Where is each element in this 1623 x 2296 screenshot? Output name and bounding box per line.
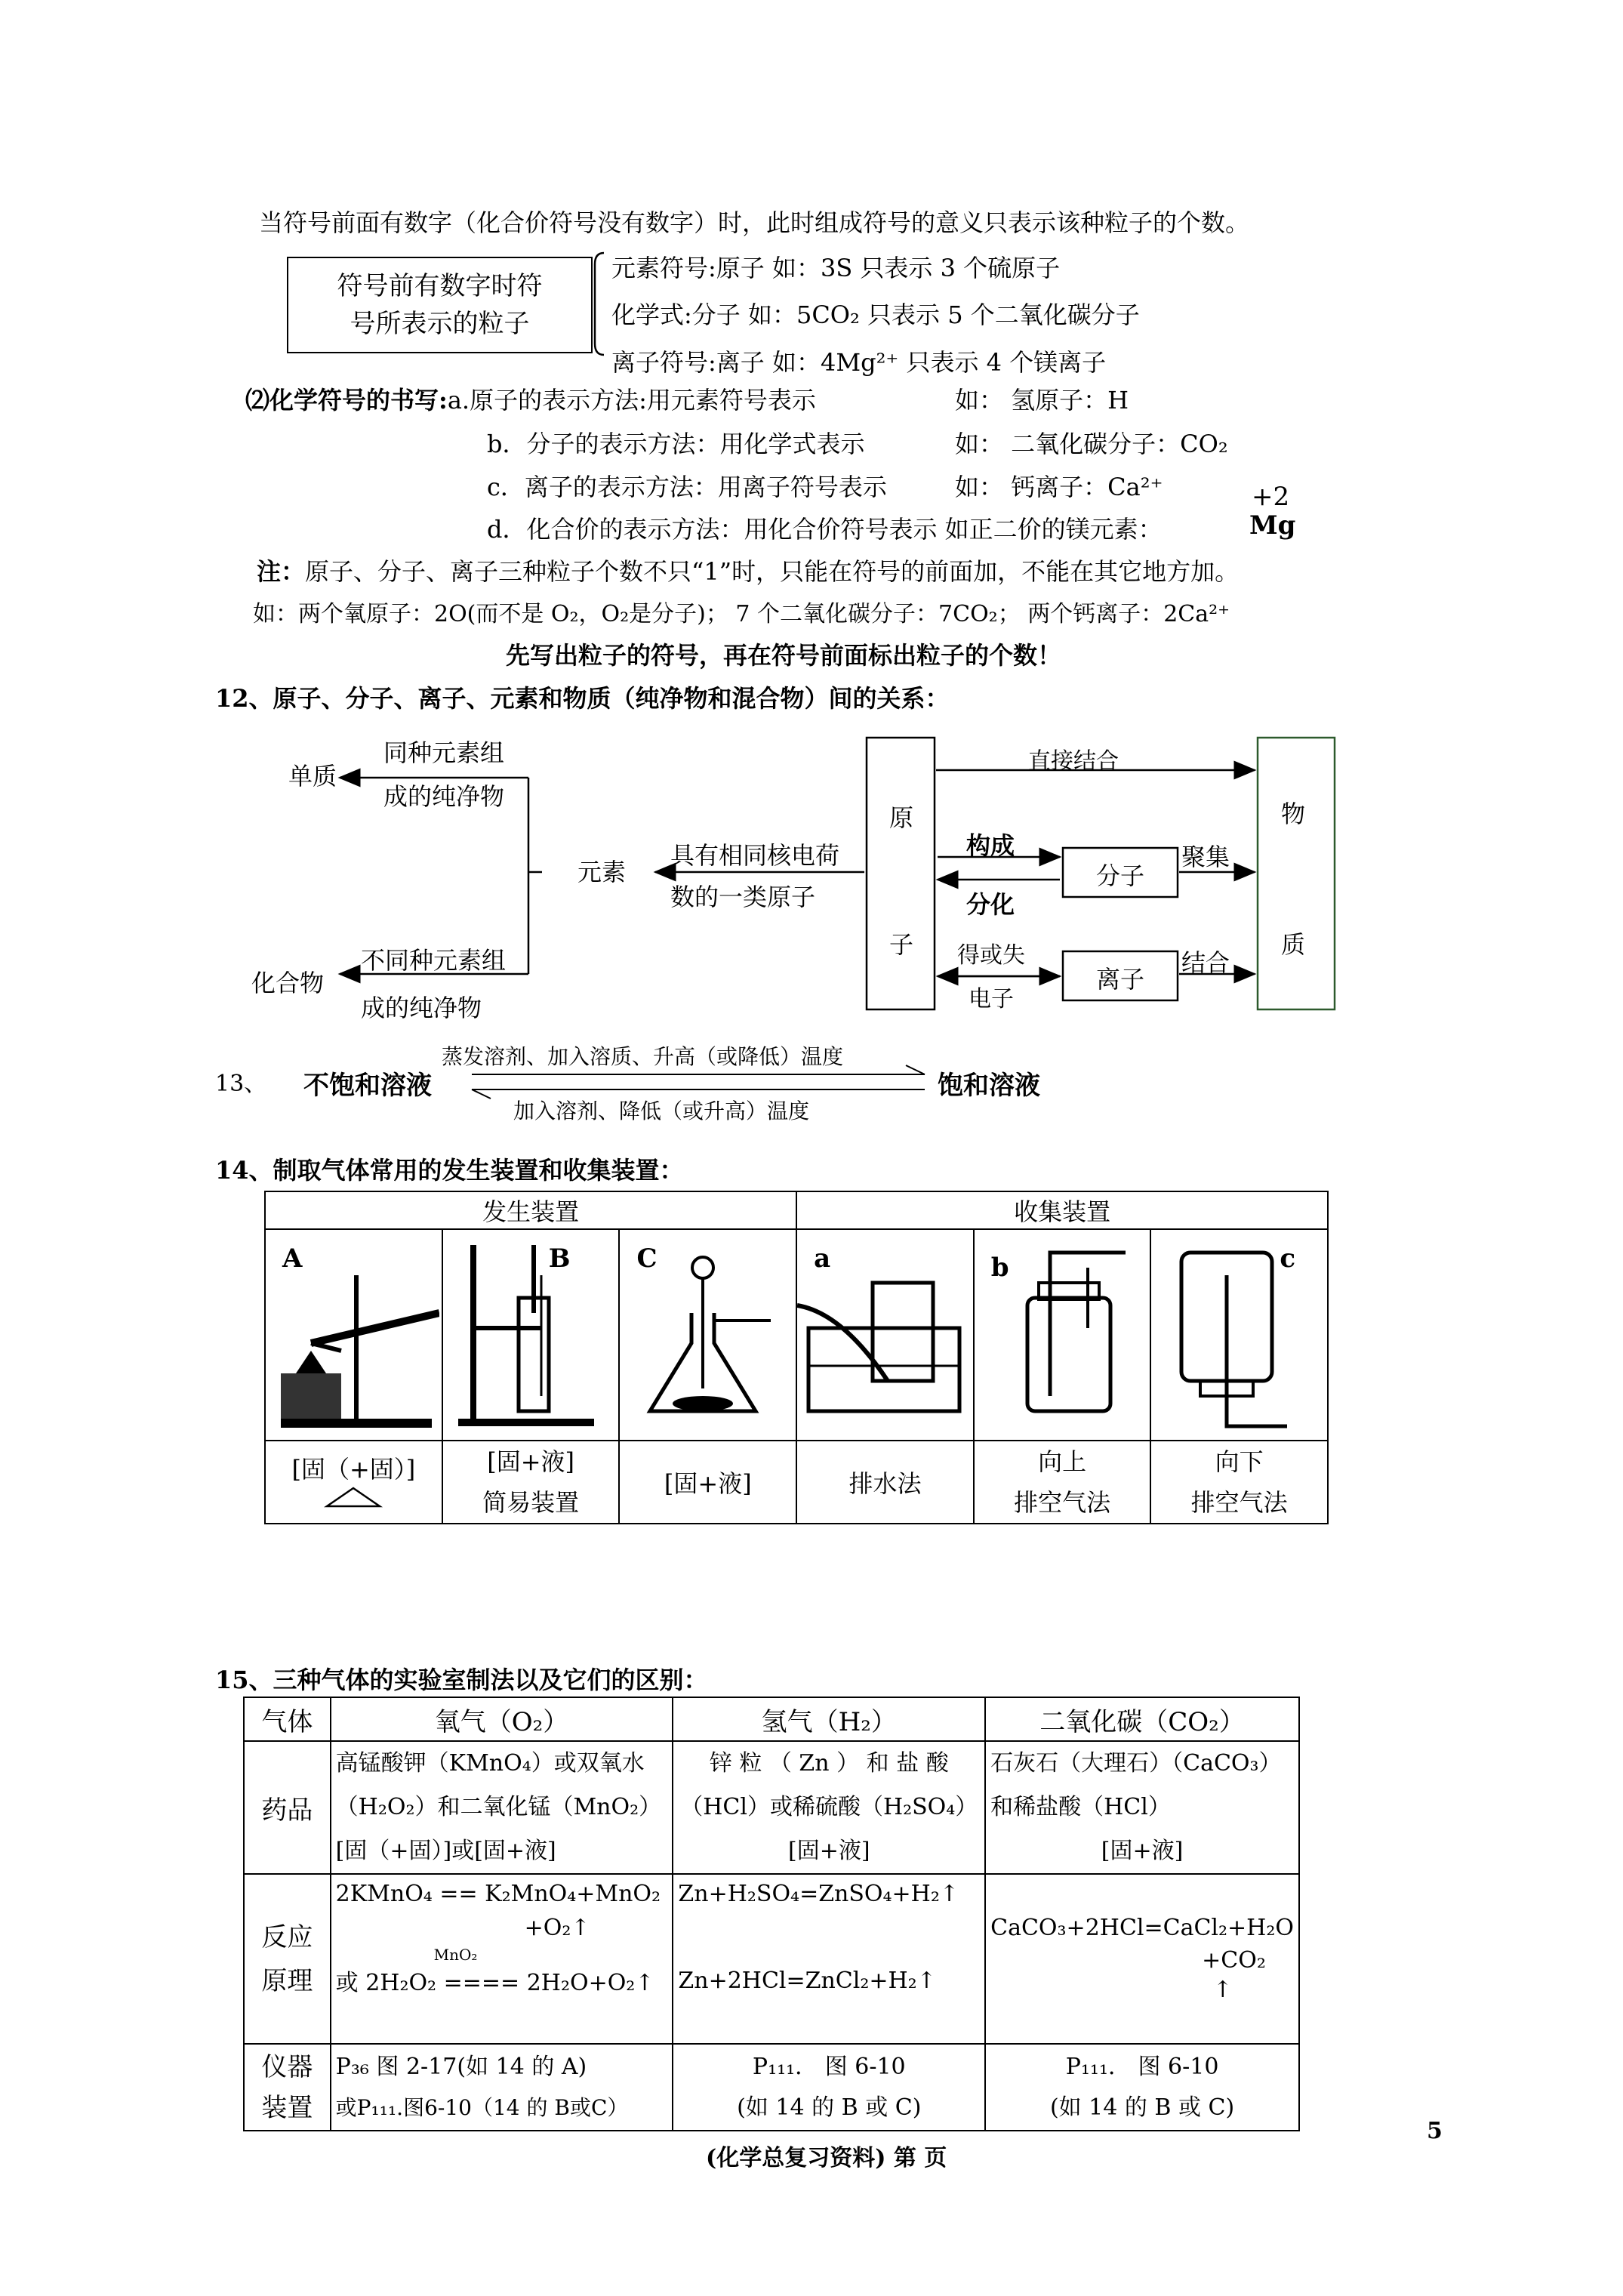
co2-apparatus [985,2044,1299,2131]
solid-heating-icon [266,1230,439,1434]
gen-header: 发生装置 [265,1191,796,1229]
lizi: 离子 [1096,965,1145,994]
label-a-text: 排水法 [848,1469,922,1498]
co2-drug-2: 和稀盐酸（HCl） [990,1794,1171,1820]
o2-apparatus-1: P₃₆ 图 2-17(如 14 的 A) [335,2053,587,2080]
atom-label-1: 原 [889,803,914,832]
danzhi: 单质 [288,762,337,791]
jiehe: 结合 [1181,948,1230,977]
row-reaction-label [244,1874,331,2044]
label-C [619,1441,796,1524]
s13-num: 13、 [215,1071,267,1097]
o2-reaction [331,1874,673,2044]
writing-heading: ⑵化学符号的书写: [245,386,448,415]
heating-triangle-icon [323,1485,383,1508]
label-B [442,1441,620,1524]
fenhua: 分化 [966,890,1015,919]
o2-reaction-3: 或 2H₂O₂ ==== 2H₂O+O₂↑ [335,1970,654,1996]
o2-drug-3: [固（+固）]或[固+液] [335,1838,556,1864]
letter-b: b [990,1253,1009,1283]
apparatus-c [1150,1229,1328,1441]
label-C-text: [固+液] [664,1469,752,1498]
box-item-3: 离子符号:离子 如：4Mg²⁺ 只表示 4 个镁离子 [611,348,1107,377]
co2-reaction [985,1874,1299,2044]
page-number: 5 [1427,2118,1443,2144]
nuclear-charge-1: 具有相同核电荷 [670,841,840,870]
s12-title: 12、原子、分子、离子、元素和物质（纯净物和混合物）间的关系： [215,684,950,713]
note-emphasis: 先写出粒子的符号，再在符号前面标出粒子的个数！ [506,641,1062,670]
label-c [1150,1441,1328,1524]
writing-a: a.原子的表示方法:用元素符号表示 [447,386,816,415]
s13-bottom-condition: 加入溶剂、降低（或升高）温度 [513,1099,810,1123]
label-B-line-1: [固+液] [487,1447,575,1476]
h2-drug-3: [固+液] [788,1838,870,1864]
o2-drug-2: （H₂O₂）和二氧化锰（MnO₂） [335,1794,662,1820]
huahewu: 化合物 [251,969,325,997]
letter-B: B [548,1244,571,1274]
letter-A: A [282,1244,303,1274]
water-displacement-icon [797,1230,971,1434]
direct-combine: 直接结合 [1028,748,1119,775]
downward-air-icon [1151,1230,1325,1434]
letter-C: C [636,1244,658,1274]
apparatus-B [442,1229,620,1441]
reaction-label-1: 反应 [261,1922,313,1952]
same-element-1: 同种元素组 [383,738,505,767]
o2-catalyst: MnO₂ [433,1946,478,1964]
flask-funnel-icon [620,1230,793,1434]
fenzi: 分子 [1096,861,1145,890]
goucheng: 构成 [966,831,1015,860]
co2-reaction-3: ↑ [1213,1977,1233,2003]
same-element-2: 成的纯净物 [383,782,505,811]
label-A [265,1441,442,1524]
writing-b: b．分子的表示方法：用化学式表示 [487,430,865,458]
h2-reaction [673,1874,985,2044]
o2-drug-1: 高锰酸钾（KMnO₄）或双氧水 [335,1750,645,1777]
upward-air-icon [975,1230,1148,1434]
label-c-line-1: 向下 [1215,1447,1264,1476]
h2-apparatus-1: P₁₁₁． 图 6-10 [752,2053,906,2080]
apparatus-label-2: 装置 [261,2092,313,2123]
valence-value: +2 [1252,482,1290,512]
apparatus-label-1: 仪器 [261,2051,313,2082]
writing-b-example: 如： 二氧化碳分子：CO₂ [955,430,1228,458]
yuansu: 元素 [577,858,627,886]
box-line-2: 号所表示的粒子 [350,309,530,339]
apparatus-C [619,1229,796,1441]
nuclear-charge-2: 数的一类原子 [670,883,816,911]
o2-reaction-2: +O₂↑ [524,1915,590,1941]
s15-title: 15、三种气体的实验室制法以及它们的区别： [215,1666,708,1694]
h2-apparatus-2: (如 14 的 B 或 C) [737,2094,922,2121]
o2-drug [331,1741,673,1874]
header-co2: 二氧化碳（CO₂） [985,1697,1299,1741]
apparatus-a [796,1229,974,1441]
h2-apparatus [673,2044,985,2131]
co2-drug [985,1741,1299,1874]
row-apparatus-label [244,2044,331,2131]
h2-drug-1: 锌 粒 （ Zn ） 和 盐 酸 [709,1750,949,1777]
atom-label-2: 子 [889,930,914,959]
box-item-1: 元素符号:原子 如：3S 只表示 3 个硫原子 [611,254,1061,282]
label-b [974,1441,1151,1524]
h2-reaction-2: Zn+2HCl=ZnCl₂+H₂↑ [678,1968,936,1994]
h2-drug-2: （HCl）或稀硫酸（H₂SO₄） [680,1794,978,1820]
valence-symbol: Mg [1249,510,1296,541]
gain-lose-2: 电子 [969,986,1014,1012]
co2-apparatus-1: P₁₁₁． 图 6-10 [1065,2053,1219,2080]
h2-drug [673,1741,985,1874]
s13-top-condition: 蒸发溶剂、加入溶质、升高（或降低）温度 [442,1044,844,1069]
note-examples: 如：两个氧原子：2O(而不是 O₂，O₂是分子)； 7 个二氧化碳分子：7CO₂； 两个钙离子：2Ca²⁺ [253,601,1230,627]
gain-lose-1: 得或失 [957,942,1025,969]
intro-text: 当符号前面有数字（化合价符号没有数字）时，此时组成符号的意义只表示该种粒子的个数。 [259,208,1250,237]
juji: 聚集 [1181,843,1230,871]
o2-reaction-1: 2KMnO₄ == K₂MnO₄+MnO₂ [335,1881,661,1907]
simple-apparatus-icon [443,1230,617,1434]
note-text: 原子、分子、离子三种粒子个数不只“1”时，只能在符号的前面加，不能在其它地方加。 [305,557,1240,586]
co2-drug-1: 石灰石（大理石）（CaCO₃） [990,1750,1282,1777]
header-h2: 氢气（H₂） [673,1697,985,1741]
co2-reaction-1: CaCO₃+2HCl=CaCl₂+H₂O [990,1915,1294,1941]
o2-apparatus [331,2044,673,2131]
row-drug-label: 药品 [244,1741,331,1874]
diff-element-2: 成的纯净物 [361,994,482,1022]
letter-c: c [1280,1244,1296,1274]
h2-reaction-1: Zn+H₂SO₄=ZnSO₄+H₂↑ [678,1881,959,1907]
diff-element-1: 不同种元素组 [361,946,507,975]
o2-apparatus-2: 或P₁₁₁.图6-10（14 的 B或C） [335,2094,629,2120]
matter-label-1: 物 [1281,800,1306,828]
s14-title: 14、制取气体常用的发生装置和收集装置： [215,1156,684,1185]
writing-a-example: 如： 氢原子：H [955,386,1129,415]
writing-c: c．离子的表示方法：用离子符号表示 [487,473,887,501]
col-header: 收集装置 [796,1191,1328,1229]
box-line-1: 符号前有数字时符 [337,271,543,301]
writing-c-example: 如： 钙离子：Ca²⁺ [955,473,1163,501]
unsaturated: 不饱和溶液 [303,1071,432,1101]
label-B-line-2: 简易装置 [482,1488,580,1517]
box-item-2: 化学式:分子 如：5CO₂ 只表示 5 个二氧化碳分子 [611,300,1140,329]
label-a [796,1441,974,1524]
header-gas: 气体 [244,1697,331,1741]
note-label: 注： [257,557,306,586]
matter-label-2: 质 [1281,930,1306,959]
saturated: 饱和溶液 [938,1071,1040,1101]
co2-apparatus-2: (如 14 的 B 或 C) [1049,2094,1235,2121]
label-b-line-2: 排空气法 [1014,1488,1111,1517]
footer: (化学总复习资料) 第 页 [706,2145,947,2171]
co2-reaction-2: +CO₂ [1202,1947,1266,1974]
header-o2: 氧气（O₂） [331,1697,673,1741]
apparatus-table [264,1191,1329,1524]
reaction-label-2: 原理 [261,1965,313,1996]
co2-drug-3: [固+液] [1101,1838,1184,1864]
apparatus-A [265,1229,442,1441]
apparatus-b [974,1229,1151,1441]
label-A-text: [固（+固）] [291,1455,416,1484]
label-b-line-1: 向上 [1038,1447,1087,1476]
letter-a: a [814,1244,831,1274]
writing-d: d．化合价的表示方法：用化合价符号表示 如正二价的镁元素： [487,515,1163,544]
label-c-line-2: 排空气法 [1190,1488,1288,1517]
gas-comparison-table [243,1697,1300,2131]
